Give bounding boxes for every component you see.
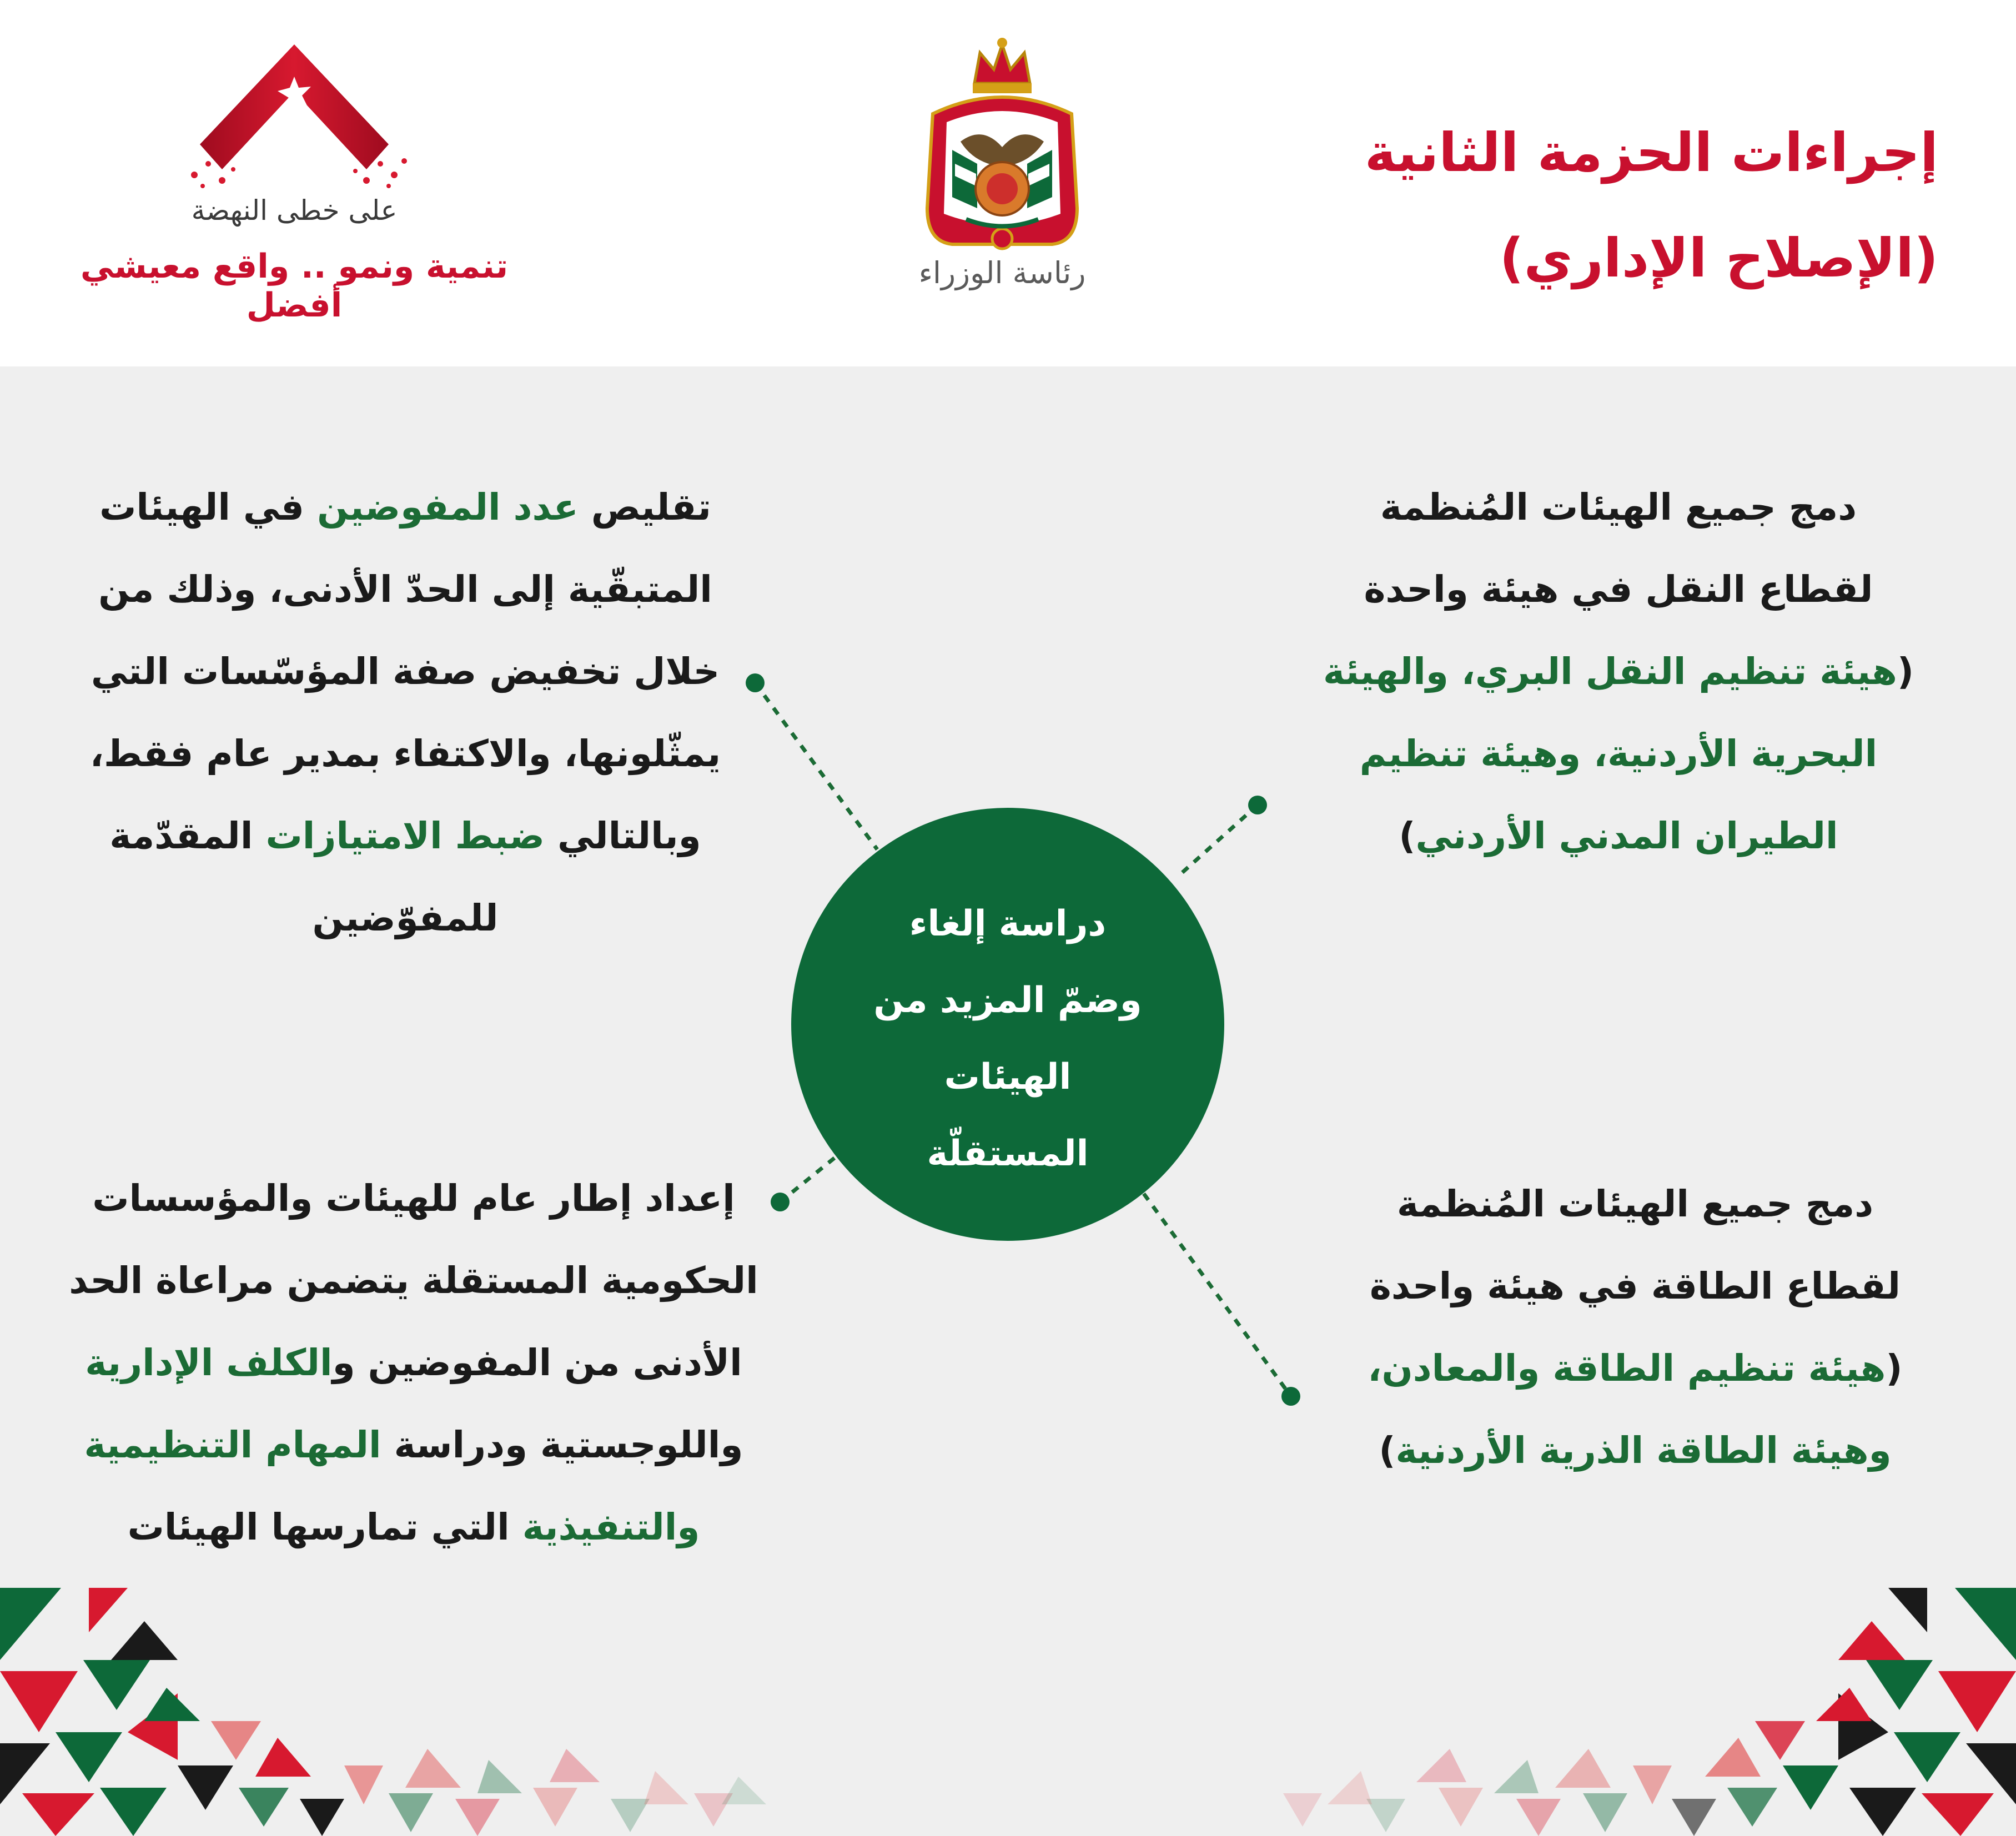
brand-slogan: على خطى النهضة [191,194,398,227]
text-line: واللوجستية ودراسة المهام التنظيمية [84,1423,743,1466]
text-line: يمثّلونها، والاكتفاء بمدير عام فقط، [89,732,721,775]
center-line-2: وضمّ المزيد من الهيئات [873,980,1142,1098]
text-line: المتبقّية إلى الحدّ الأدنى، وذلك من [98,568,712,611]
text-line: الأدنى من المفوضين والكلف الإدارية [85,1341,742,1384]
text-line: دمج جميع الهيئات المُنظمة [1396,1183,1874,1225]
text-line: للمفوّضين [312,897,499,939]
center-line-1: دراسة إلغاء [909,903,1107,944]
text-line: البحرية الأردنية، وهيئة تنظيم [1359,732,1878,775]
brand-tagline: تنمية ونمو .. واقع معيشي أفضل [80,247,509,325]
text-line: (هيئة تنظيم النقل البري، والهيئة [1323,650,1914,693]
text-line: لقطاع النقل في هيئة واحدة [1364,568,1873,611]
text-line: وهيئة الطاقة الذرية الأردنية) [1379,1429,1892,1472]
text-line: الطيران المدني الأردني) [1399,814,1838,857]
emblem-caption: رئاسة الوزراء [918,255,1086,290]
text-line: (هيئة تنظيم الطاقة والمعادن، [1368,1347,1903,1390]
text-line: وبالتالي ضبط الامتيازات المقدّمة [109,814,701,857]
text-line: لقطاع الطاقة في هيئة واحدة [1369,1265,1901,1307]
text-line: إعداد إطار عام للهيئات والمؤسسات [92,1177,735,1220]
text-line: الحكومية المستقلة يتضمن مراعاة الحد [69,1259,758,1302]
triangle-pattern-left-icon [0,1588,766,1836]
page-title: إجراءات الحزمة الثانية [1364,122,1938,184]
text-line: تقليص عدد المفوضين في الهيئات [99,486,711,529]
text-line: والتنفيذية التي تمارسها الهيئات [127,1506,700,1548]
triangle-pattern-right-icon [1283,1588,2016,1836]
center-line-3: المستقلّة [927,1133,1089,1174]
text-line: خلال تخفيض صفة المؤسّسات التي [91,650,720,693]
text-line: دمج جميع الهيئات المُنظمة [1380,486,1857,529]
page-subtitle: (الإصلاح الإداري) [1499,227,1938,289]
